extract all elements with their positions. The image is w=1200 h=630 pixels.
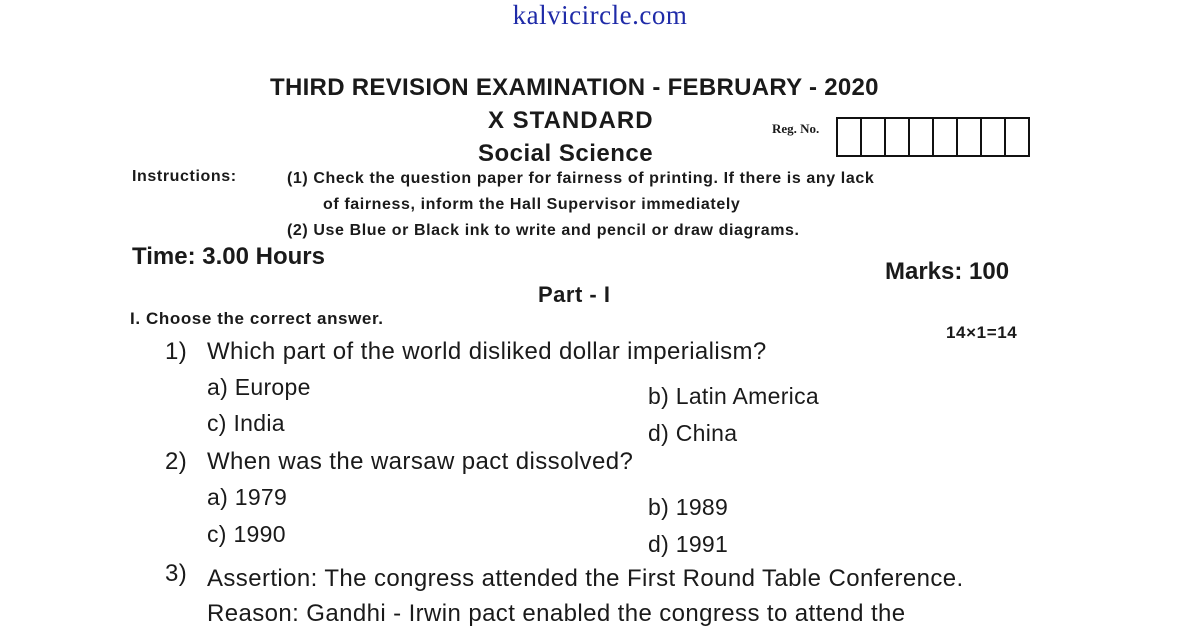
time-label: Time: 3.00 Hours [132, 243, 325, 270]
option-b: b) Latin America [648, 383, 819, 409]
question-number: 2) [165, 448, 188, 475]
marks-label: Marks: 100 [885, 258, 1010, 285]
reg-no-box[interactable] [886, 119, 910, 155]
reg-no-box[interactable] [958, 119, 982, 155]
instruction-line-3: (2) Use Blue or Black ink to write and pencil or draw diagrams. [287, 222, 800, 239]
question-number: 1) [165, 338, 188, 365]
question-number: 3) [165, 560, 188, 587]
reg-no-box[interactable] [934, 119, 958, 155]
standard-label: X STANDARD [488, 107, 654, 134]
reg-no-box[interactable] [910, 119, 934, 155]
reg-no-box[interactable] [1006, 119, 1028, 155]
instruction-line-2: of fairness, inform the Hall Supervisor immediately [323, 196, 741, 213]
part-heading: Part - I [538, 282, 611, 307]
option-c: c) India [207, 410, 285, 436]
site-watermark: kalvicircle.com [512, 0, 688, 30]
subject-label: Social Science [478, 140, 654, 167]
reg-no-box[interactable] [982, 119, 1006, 155]
option-a: a) Europe [207, 374, 311, 400]
reason-line: Reason: Gandhi - Irwin pact enabled the congress to attend the [207, 600, 906, 627]
reg-no-boxes[interactable] [836, 117, 1030, 157]
instructions-label: Instructions: [132, 168, 237, 185]
option-b: b) 1989 [648, 494, 729, 520]
option-c: c) 1990 [207, 521, 286, 547]
section-heading: I. Choose the correct answer. [130, 309, 384, 328]
option-a: a) 1979 [207, 484, 288, 510]
assertion-line: Assertion: The congress attended the First Round Table Conference. [207, 565, 964, 592]
question-text: Which part of the world disliked dollar imperialism? [207, 338, 767, 365]
marks-scheme: 14×1=14 [946, 323, 1018, 342]
option-d: d) China [648, 420, 738, 446]
instruction-line-1: (1) Check the question paper for fairness of printing. If there is any lack [287, 170, 875, 187]
reg-no-box[interactable] [862, 119, 886, 155]
exam-title: THIRD REVISION EXAMINATION - FEBRUARY - 2020 [270, 74, 879, 101]
reg-no-box[interactable] [838, 119, 862, 155]
option-d: d) 1991 [648, 531, 729, 557]
reg-no-label: Reg. No. [772, 121, 820, 136]
question-text: When was the warsaw pact dissolved? [207, 448, 634, 475]
